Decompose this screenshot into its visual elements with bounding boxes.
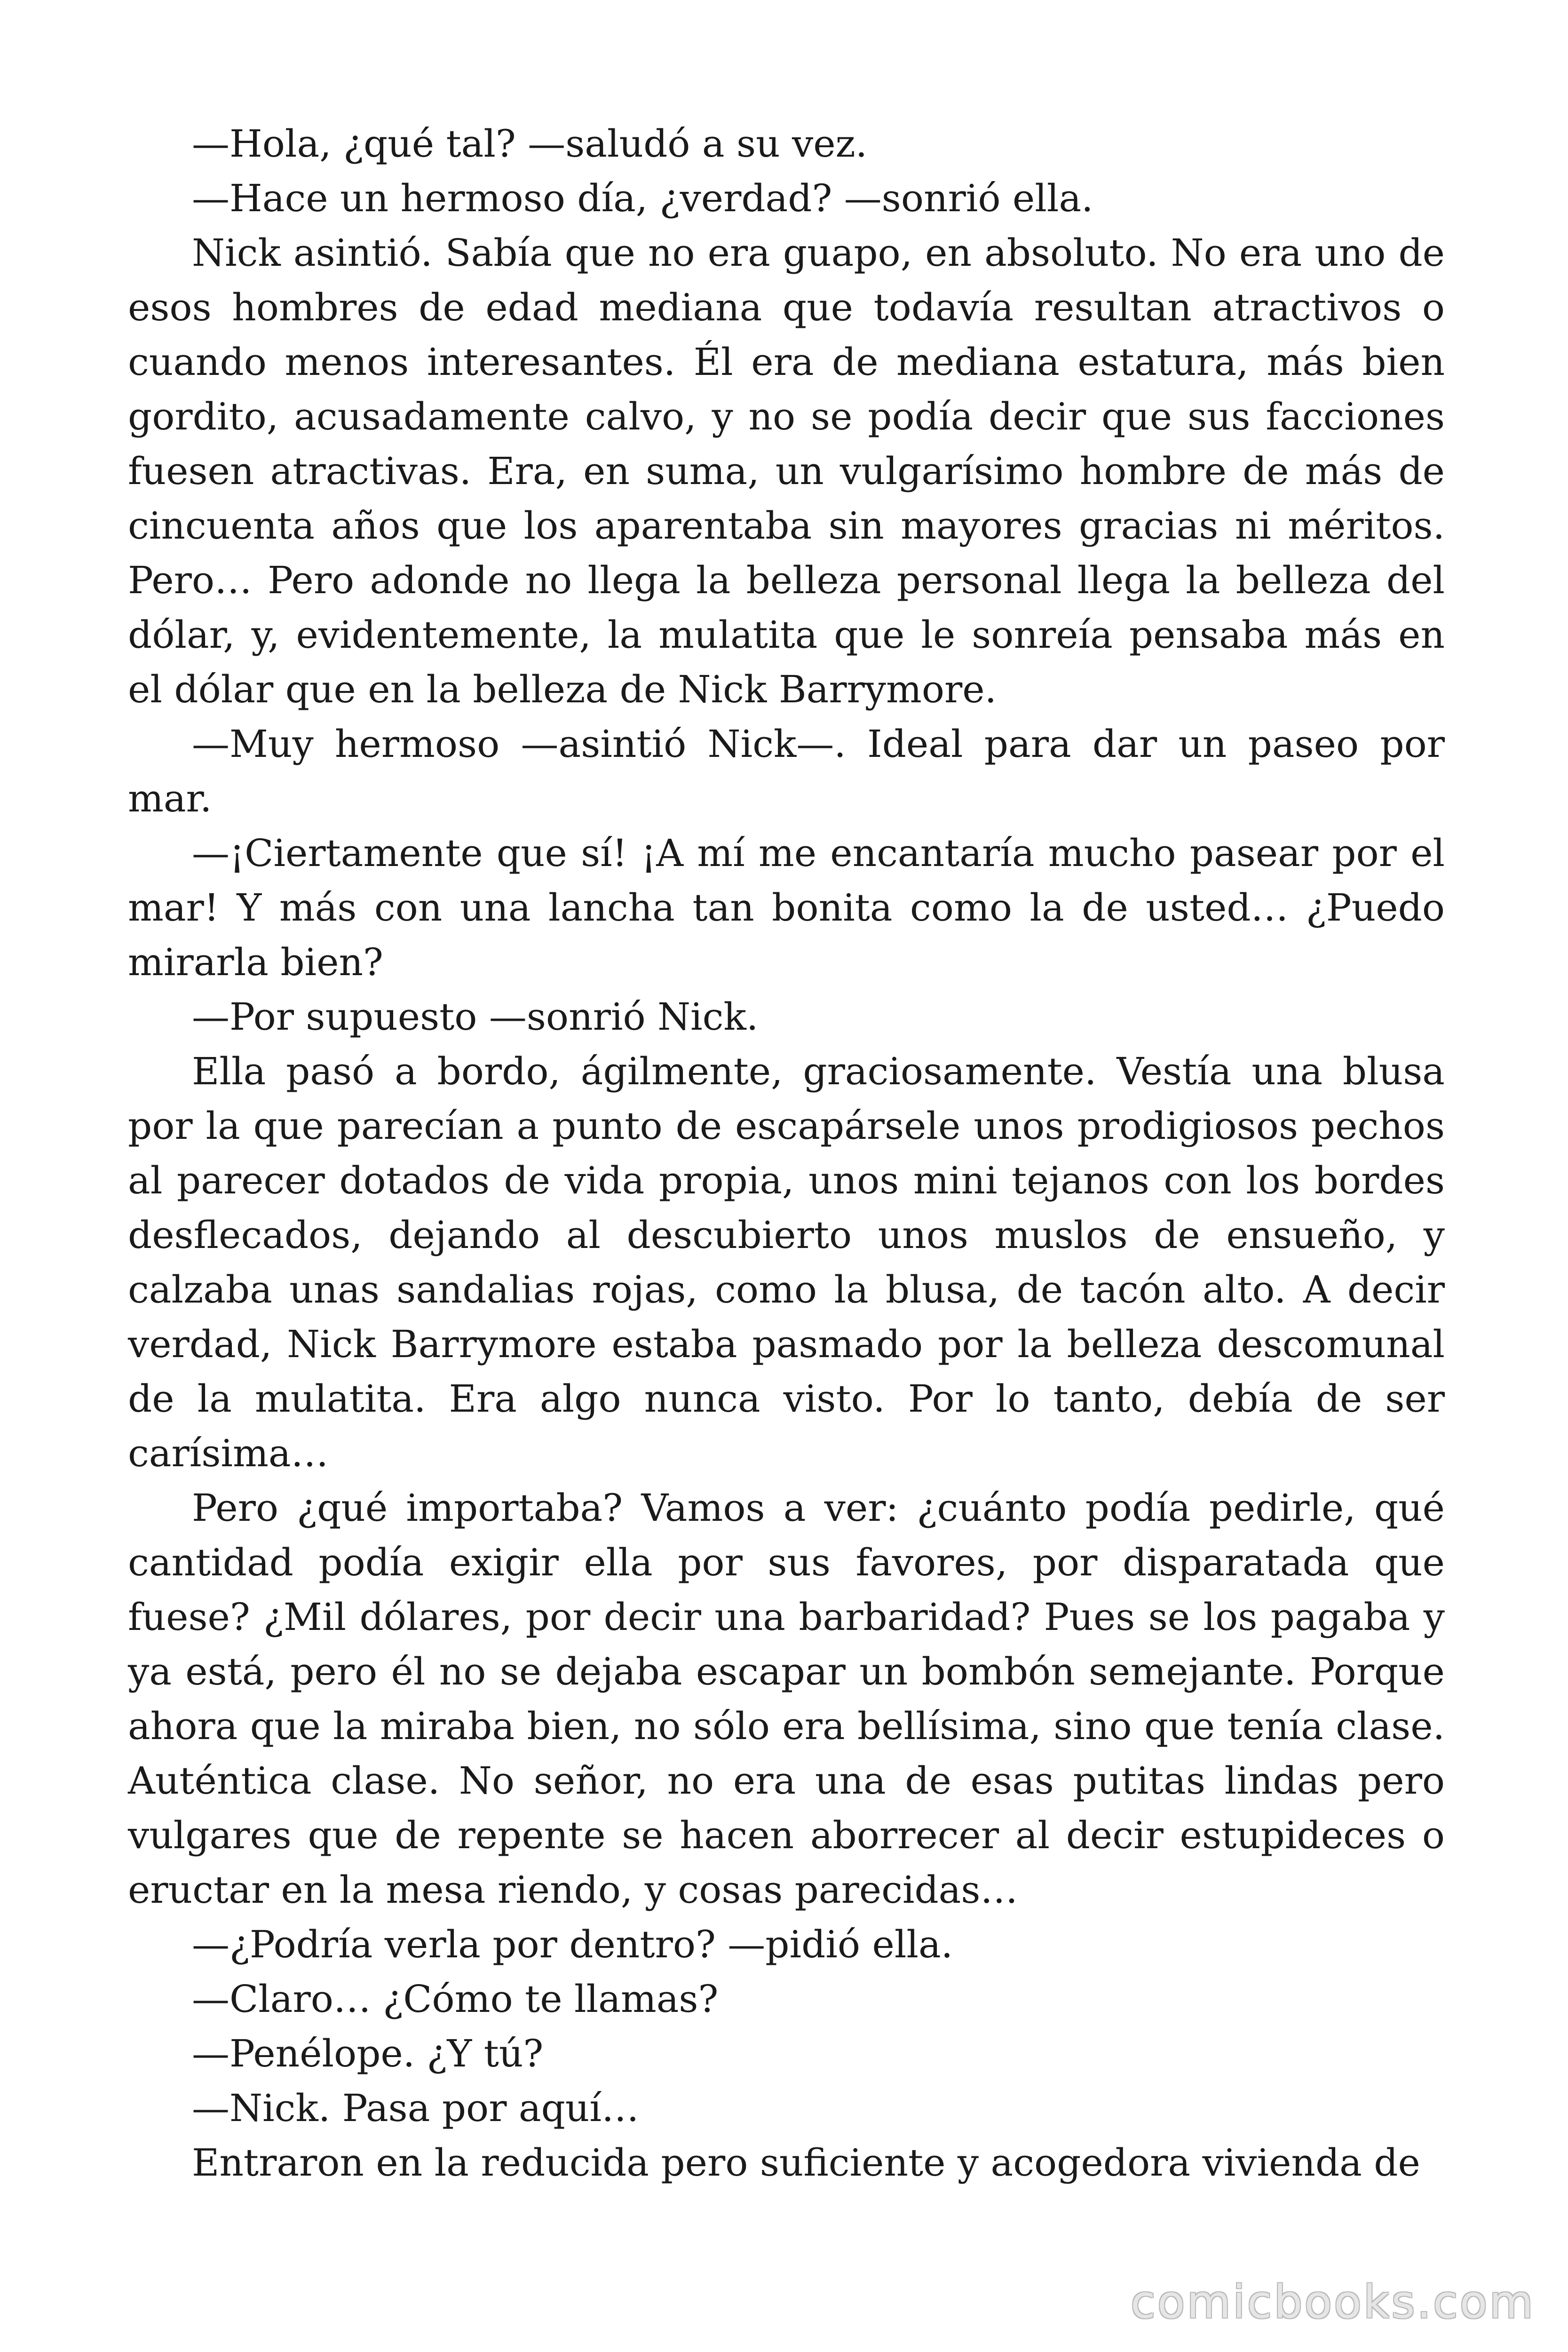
watermark: comicbooks.com <box>1130 2276 1535 2328</box>
book-page <box>128 117 1445 2243</box>
paragraph: —¡Ciertamente que sí! ¡A mí me encantaría mucho pasear por el mar! Y más con una lancha tan bonita como la de usted… ¿Puedo mirarla bien? <box>128 831 1445 984</box>
paragraph: Pero ¿qué importaba? Vamos a ver: ¿cuánto podía pedirle, qué cantidad podía exigir ella por sus favores, por disparatada que fuese? ¿Mil dólares, por decir una barbaridad? Pues se los pagaba y ya está, pero él no se dejaba escapar un bombón semejante. Porque ahora que la miraba bien, no sólo era bellísima, sino que tenía clase. Auténtica clase. No señor, no era una de esas putitas lindas pero vulgares que de repente se hacen aborrecer al decir estupideces o eructar en la mesa riendo, y cosas parecidas… <box>128 1486 1445 1912</box>
paragraph: —Hola, ¿qué tal? —saludó a su vez. <box>192 122 868 166</box>
paragraph: —¿Podría verla por dentro? —pidió ella. <box>192 1923 953 1966</box>
body-text <box>128 117 1445 2190</box>
paragraph: —Penélope. ¿Y tú? <box>192 2032 544 2075</box>
paragraph: —Muy hermoso —asintió Nick—. Ideal para dar un paseo por mar. <box>128 722 1445 820</box>
paragraph: Nick asintió. Sabía que no era guapo, en absoluto. No era uno de esos hombres de edad mediana que todavía resultan atractivos o cuando menos interesantes. Él era de mediana estatura, más bien gordito, acusadamente calvo, y no se podía decir que sus facciones fuesen atractivas. Era, en suma, un vulgarísimo hombre de más de cincuenta años que los aparentaba sin mayores gracias ni méritos. Pero… Pero adonde no llega la belleza personal llega la belleza del dólar, y, evidentemente, la mulatita que le sonreía pensaba más en el dólar que en la belleza de Nick Barrymore. <box>128 231 1445 711</box>
paragraph: Entraron en la reducida pero suficiente y acogedora vivienda de <box>192 2141 1420 2185</box>
paragraph: —Claro… ¿Cómo te llamas? <box>192 1977 719 2021</box>
paragraph: —Por supuesto —sonrió Nick. <box>192 995 759 1039</box>
paragraph: —Hace un hermoso día, ¿verdad? —sonrió ella. <box>192 176 1093 220</box>
paragraph: Ella pasó a bordo, ágilmente, graciosamente. Vestía una blusa por la que parecían a punto de escapársele unos prodigiosos pechos al parecer dotados de vida propia, unos mini tejanos con los bordes desflecados, dejando al descubierto unos muslos de ensueño, y calzaba unas sandalias rojas, como la blusa, de tacón alto. A decir verdad, Nick Barrymore estaba pasmado por la belleza descomunal de la mulatita. Era algo nunca visto. Por lo tanto, debía de ser carísima… <box>128 1049 1445 1475</box>
paragraph: —Nick. Pasa por aquí… <box>192 2086 639 2130</box>
